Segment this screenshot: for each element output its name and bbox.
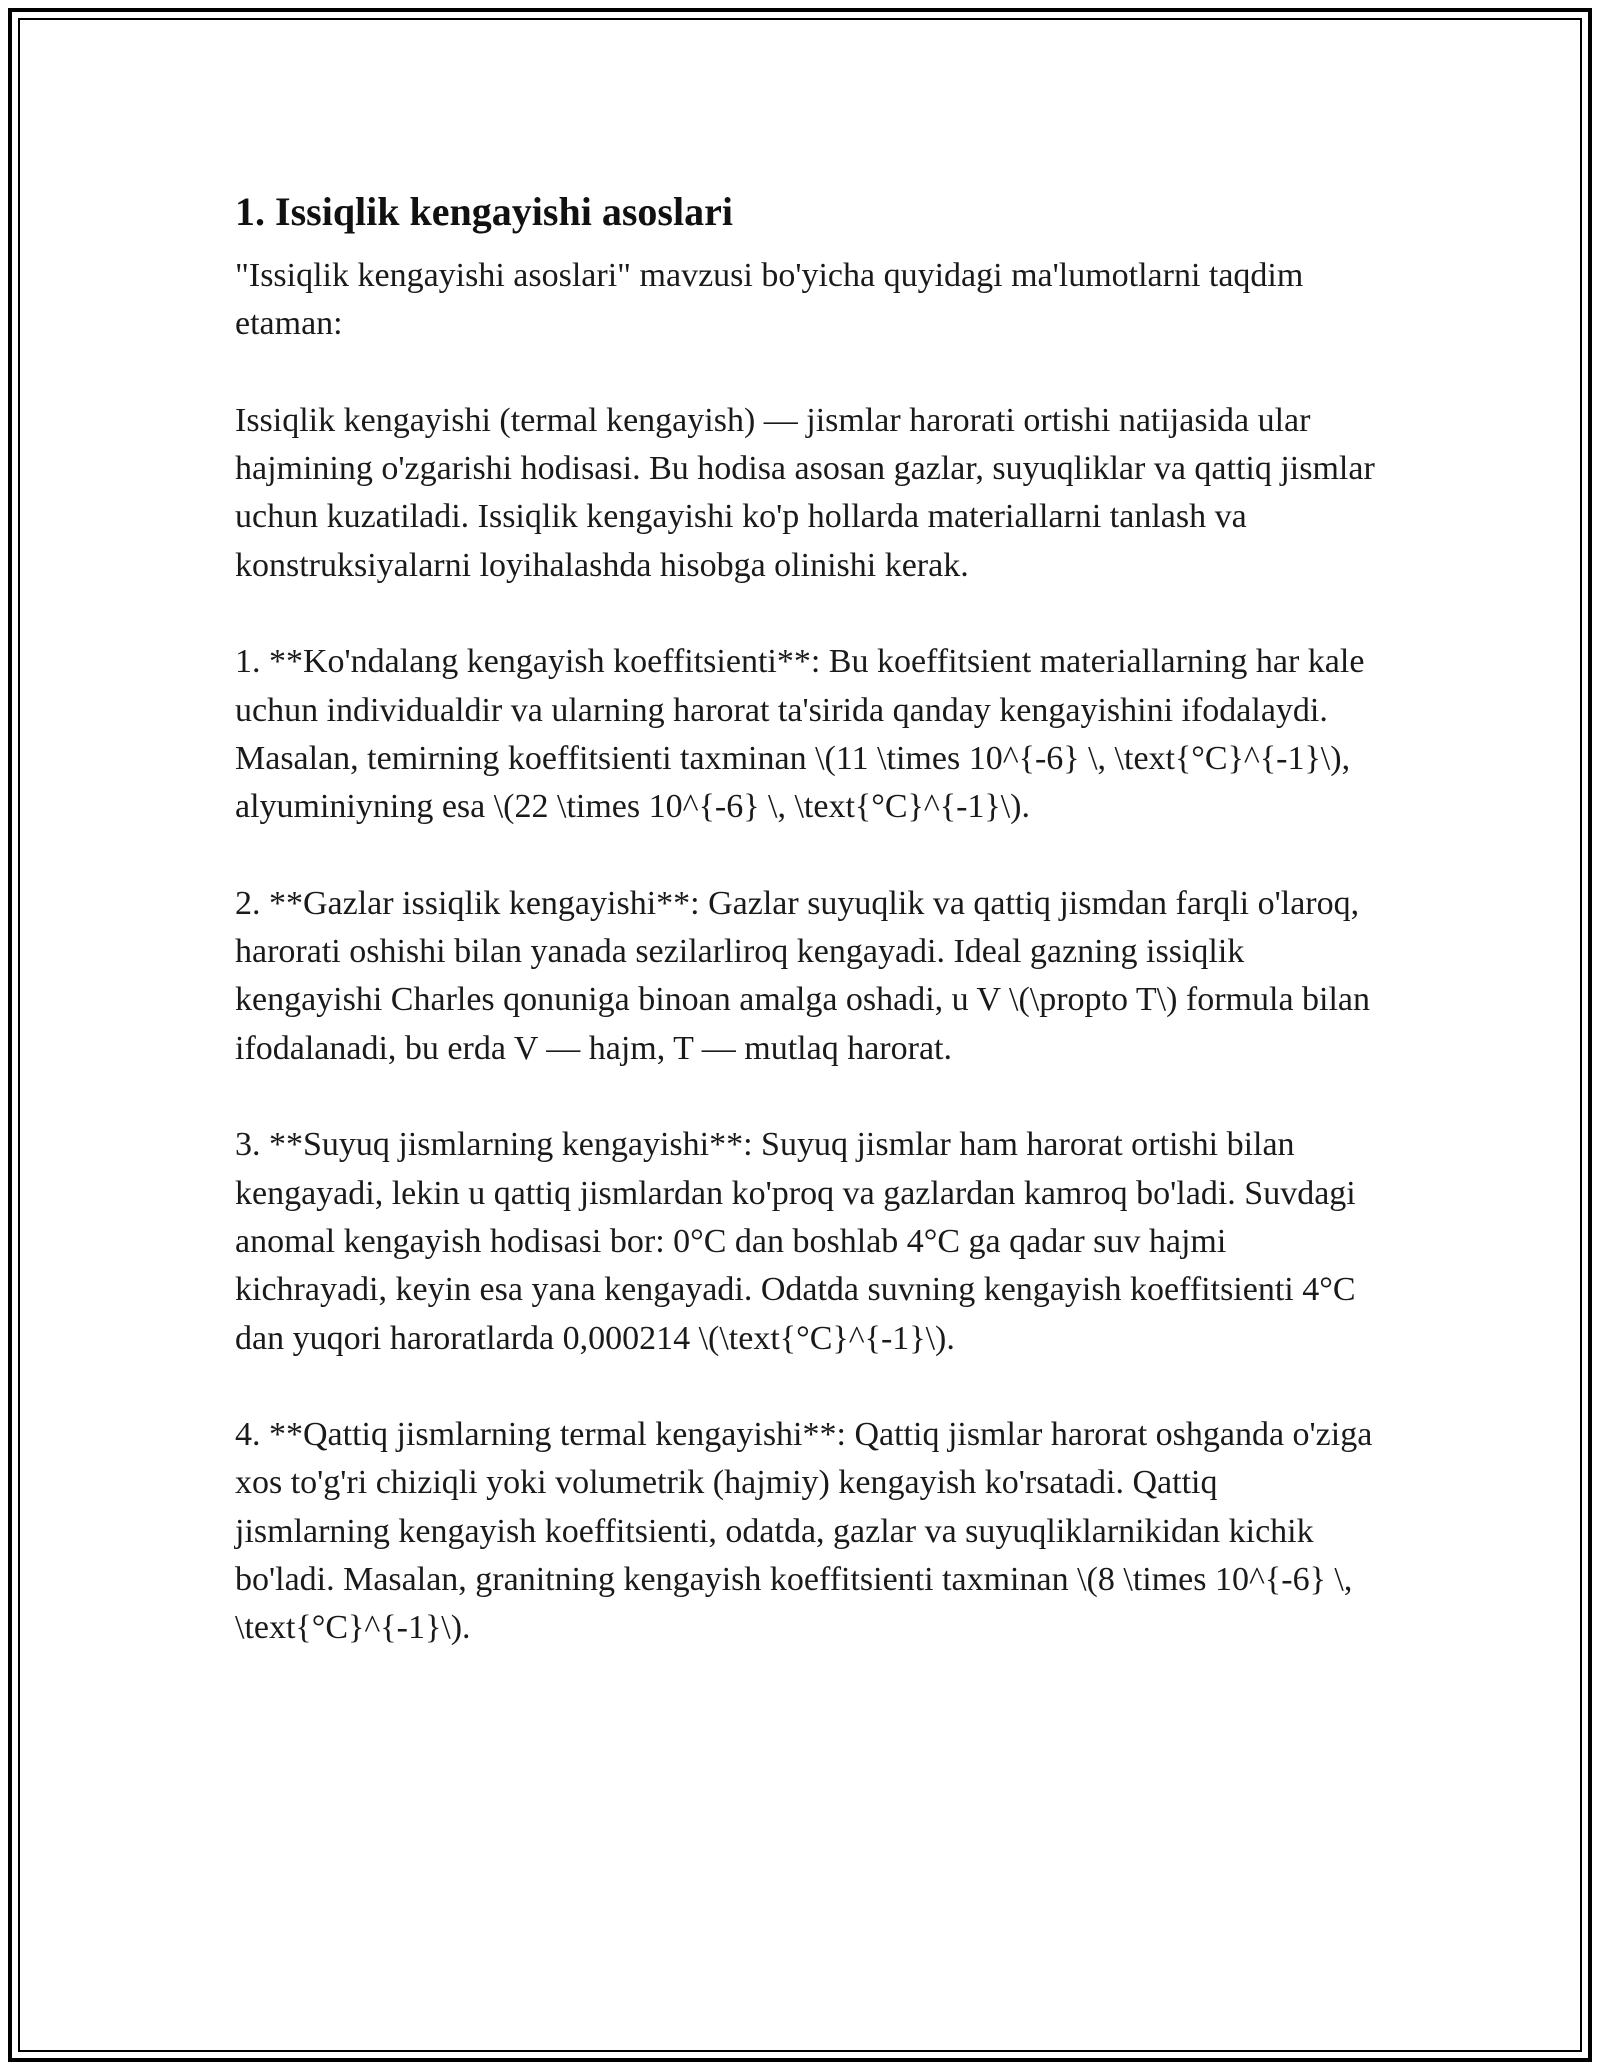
intro-paragraph: "Issiqlik kengayishi asoslari" mavzusi bo'yicha quyidagi ma'lumotlarni taqdim etaman: (235, 257, 1304, 343)
point-2-paragraph: 2. **Gazlar issiqlik kengayishi**: Gazlar suyuqlik va qattiq jismdan farqli o'laroq, harorati oshishi bilan yanada sezilarliroq kengayadi. Ideal gazning issiqlik kengayishi Charles qonuniga binoan amalga oshadi, u V \(\propto T\) formula bilan ifodalanadi, bu erda V — hajm, T — mutlaq harorat. (235, 884, 1371, 1067)
section-heading: 1. Issiqlik kengayishi asoslari (235, 189, 733, 234)
point-1-paragraph: 1. **Ko'ndalang kengayish koeffitsienti**: Bu koeffitsient materiallarning har kale uchun individualdir va ularning harorat ta'sirida qanday kengayishini ifodalaydi. Masalan, temirning koeffitsienti taxminan \(11 \times 10^{-6} \, \text{°C}^{-1}\), alyuminiyning esa \(22 \times 10^{-6} \, \text{°C}^{-1}\). (235, 643, 1365, 826)
point-4-paragraph: 4. **Qattiq jismlarning termal kengayishi**: Qattiq jismlar harorat oshganda o'ziga xos to'g'ri chiziqli yoki volumetrik (hajmiy) kengayish ko'rsatadi. Qattiq jismlarning kengayish koeffitsienti, odatda, gazlar va suyuqliklarnikidan kichik bo'ladi. Masalan, granitning kengayish koeffitsienti taxminan \(8 \times 10^{-6} \, \text{°C}^{-1}\). (235, 1416, 1373, 1647)
document-body (235, 186, 1375, 1701)
point-3-paragraph: 3. **Suyuq jismlarning kengayishi**: Suyuq jismlar ham harorat ortishi bilan kengayadi, lekin u qattiq jismlardan ko'proq va gazlardan kamroq bo'ladi. Suvdagi anomal kengayish hodisasi bor: 0°C dan boshlab 4°C ga qadar suv hajmi kichrayadi, keyin esa yana kengayadi. Odatda suvning kengayish koeffitsienti 4°C dan yuqori haroratlarda 0,000214 \(\text{°C}^{-1}\). (235, 1126, 1356, 1357)
definition-paragraph: Issiqlik kengayishi (termal kengayish) — jismlar harorati ortishi natijasida ular hajmining o'zgarishi hodisasi. Bu hodisa asosan gazlar, suyuqliklar va qattiq jismlar uchun kuzatiladi. Issiqlik kengayishi ko'p hollarda materiallarni tanlash va konstruksiyalarni loyihalashda hisobga olinishi kerak. (235, 401, 1375, 584)
